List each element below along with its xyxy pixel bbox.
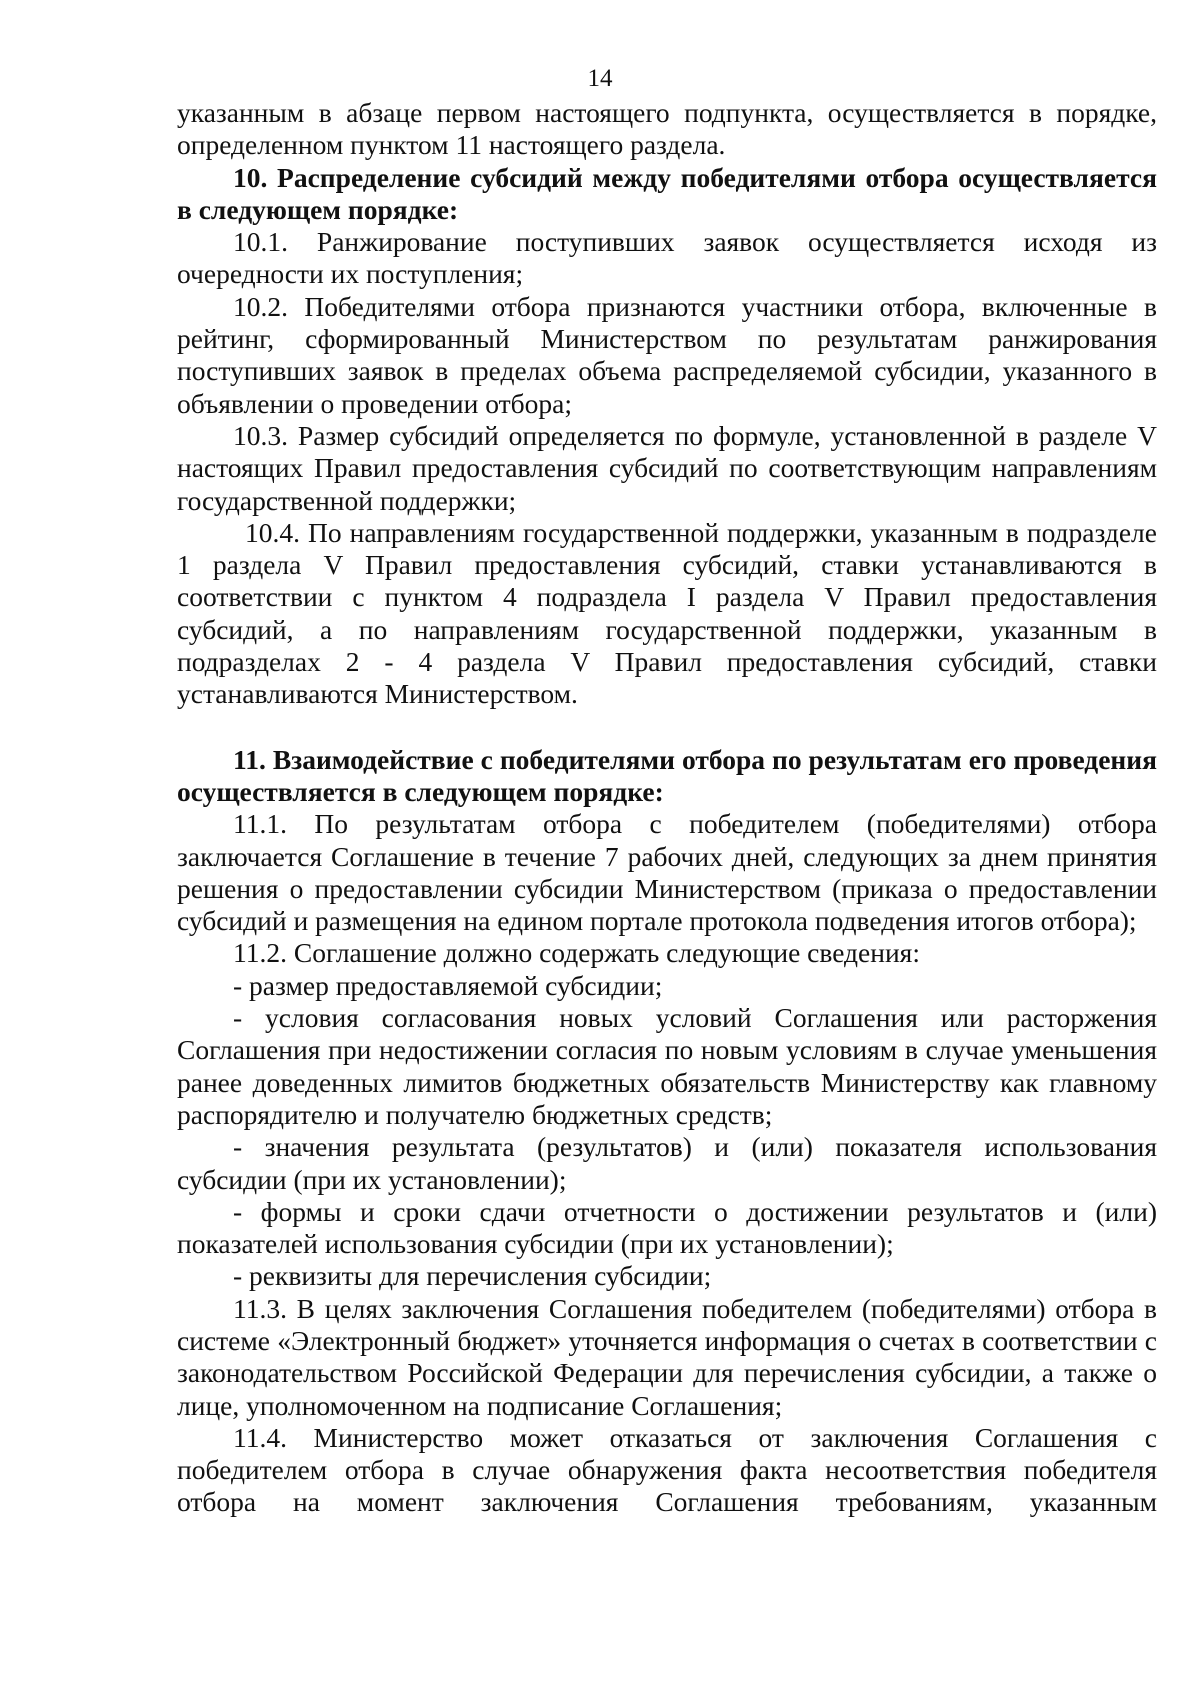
clause-11-3: 11.3. В целях заключения Соглашения победителем (победителями) отбора в системе «Электронный бюджет» уточняется информация о счетах в соответствии с законодательством Российской Федерации для перечисления субсидии, а также о лице, уполномоченном на подписание Соглашения; [177,1292,1157,1421]
list-item-subsidy-amount: - размер предоставляемой субсидии; [233,969,663,1001]
clause-11-1: 11.1. По результатам отбора с победителем (победителями) отбора заключается Соглашение в течение 7 рабочих дней, следующих за днем принятия решения о предоставлении субсидии Министерством (приказа о предоставлении субсидий и размещения на едином портале протокола подведения итогов отбора); [177,808,1157,937]
clause-10-2: 10.2. Победителями отбора признаются участники отбора, включенные в рейтинг, сформированный Министерством по результатам ранжирования поступивших заявок в пределах объема распределяемой субсидии, указанного в объявлении о проведении отбора; [177,290,1157,419]
clause-10-4: 10.4. По направлениям государственной поддержки, указанным в подразделе 1 раздела V Правил предоставления субсидий, ставки устанавливаются в соответствии с пунктом 4 подраздела I раздела V Правил предоставления субсидий, а по направлениям государственной поддержки, указанным в подразделах 2 - 4 раздела V Правил предоставления субсидий, ставки устанавливаются Министерством. [177,516,1157,710]
list-item-reporting-forms: - формы и сроки сдачи отчетности о достижении результатов и (или) показателей использования субсидии (при их установлении); [177,1195,1157,1260]
list-item-bank-details: - реквизиты для перечисления субсидии; [233,1260,712,1292]
clause-10-1: 10.1. Ранжирование поступивших заявок осуществляется исходя из очередности их поступления; [177,226,1157,290]
page-number: 14 [587,65,613,92]
paragraph-continuation: указанным в абзаце первом настоящего подпункта, осуществляется в порядке, определенном пунктом 11 настоящего раздела. [177,97,1157,161]
clause-11-2: 11.2. Соглашение должно содержать следующие сведения: [233,937,920,969]
section-10-heading: 10. Распределение субсидий между победителями отбора осуществляется в следующем порядке: [177,161,1157,225]
section-11-heading: 11. Взаимодействие с победителями отбора по результатам его проведения осуществляется в следующем порядке: [177,743,1157,807]
list-item-result-values: - значения результата (результатов) и (или) показателя использования субсидии (при их установлении); [177,1131,1157,1195]
document-body [177,97,1157,1519]
list-item-agreement-conditions: - условия согласования новых условий Соглашения или расторжения Соглашения при недостижении согласия по новым условиям в случае уменьшения ранее доведенных лимитов бюджетных обязательств Министерству как главному распорядителю и получателю бюджетных средств; [177,1002,1157,1130]
clause-11-4: 11.4. Министерство может отказаться от заключения Соглашения с победителем отбора в случае обнаружения факта несоответствия победителя отбора на момент заключения Соглашения требованиям, указанным [177,1421,1157,1518]
clause-10-3: 10.3. Размер субсидий определяется по формуле, установленной в разделе V настоящих Правил предоставления субсидий по соответствующим направлениям государственной поддержки; [177,419,1157,516]
